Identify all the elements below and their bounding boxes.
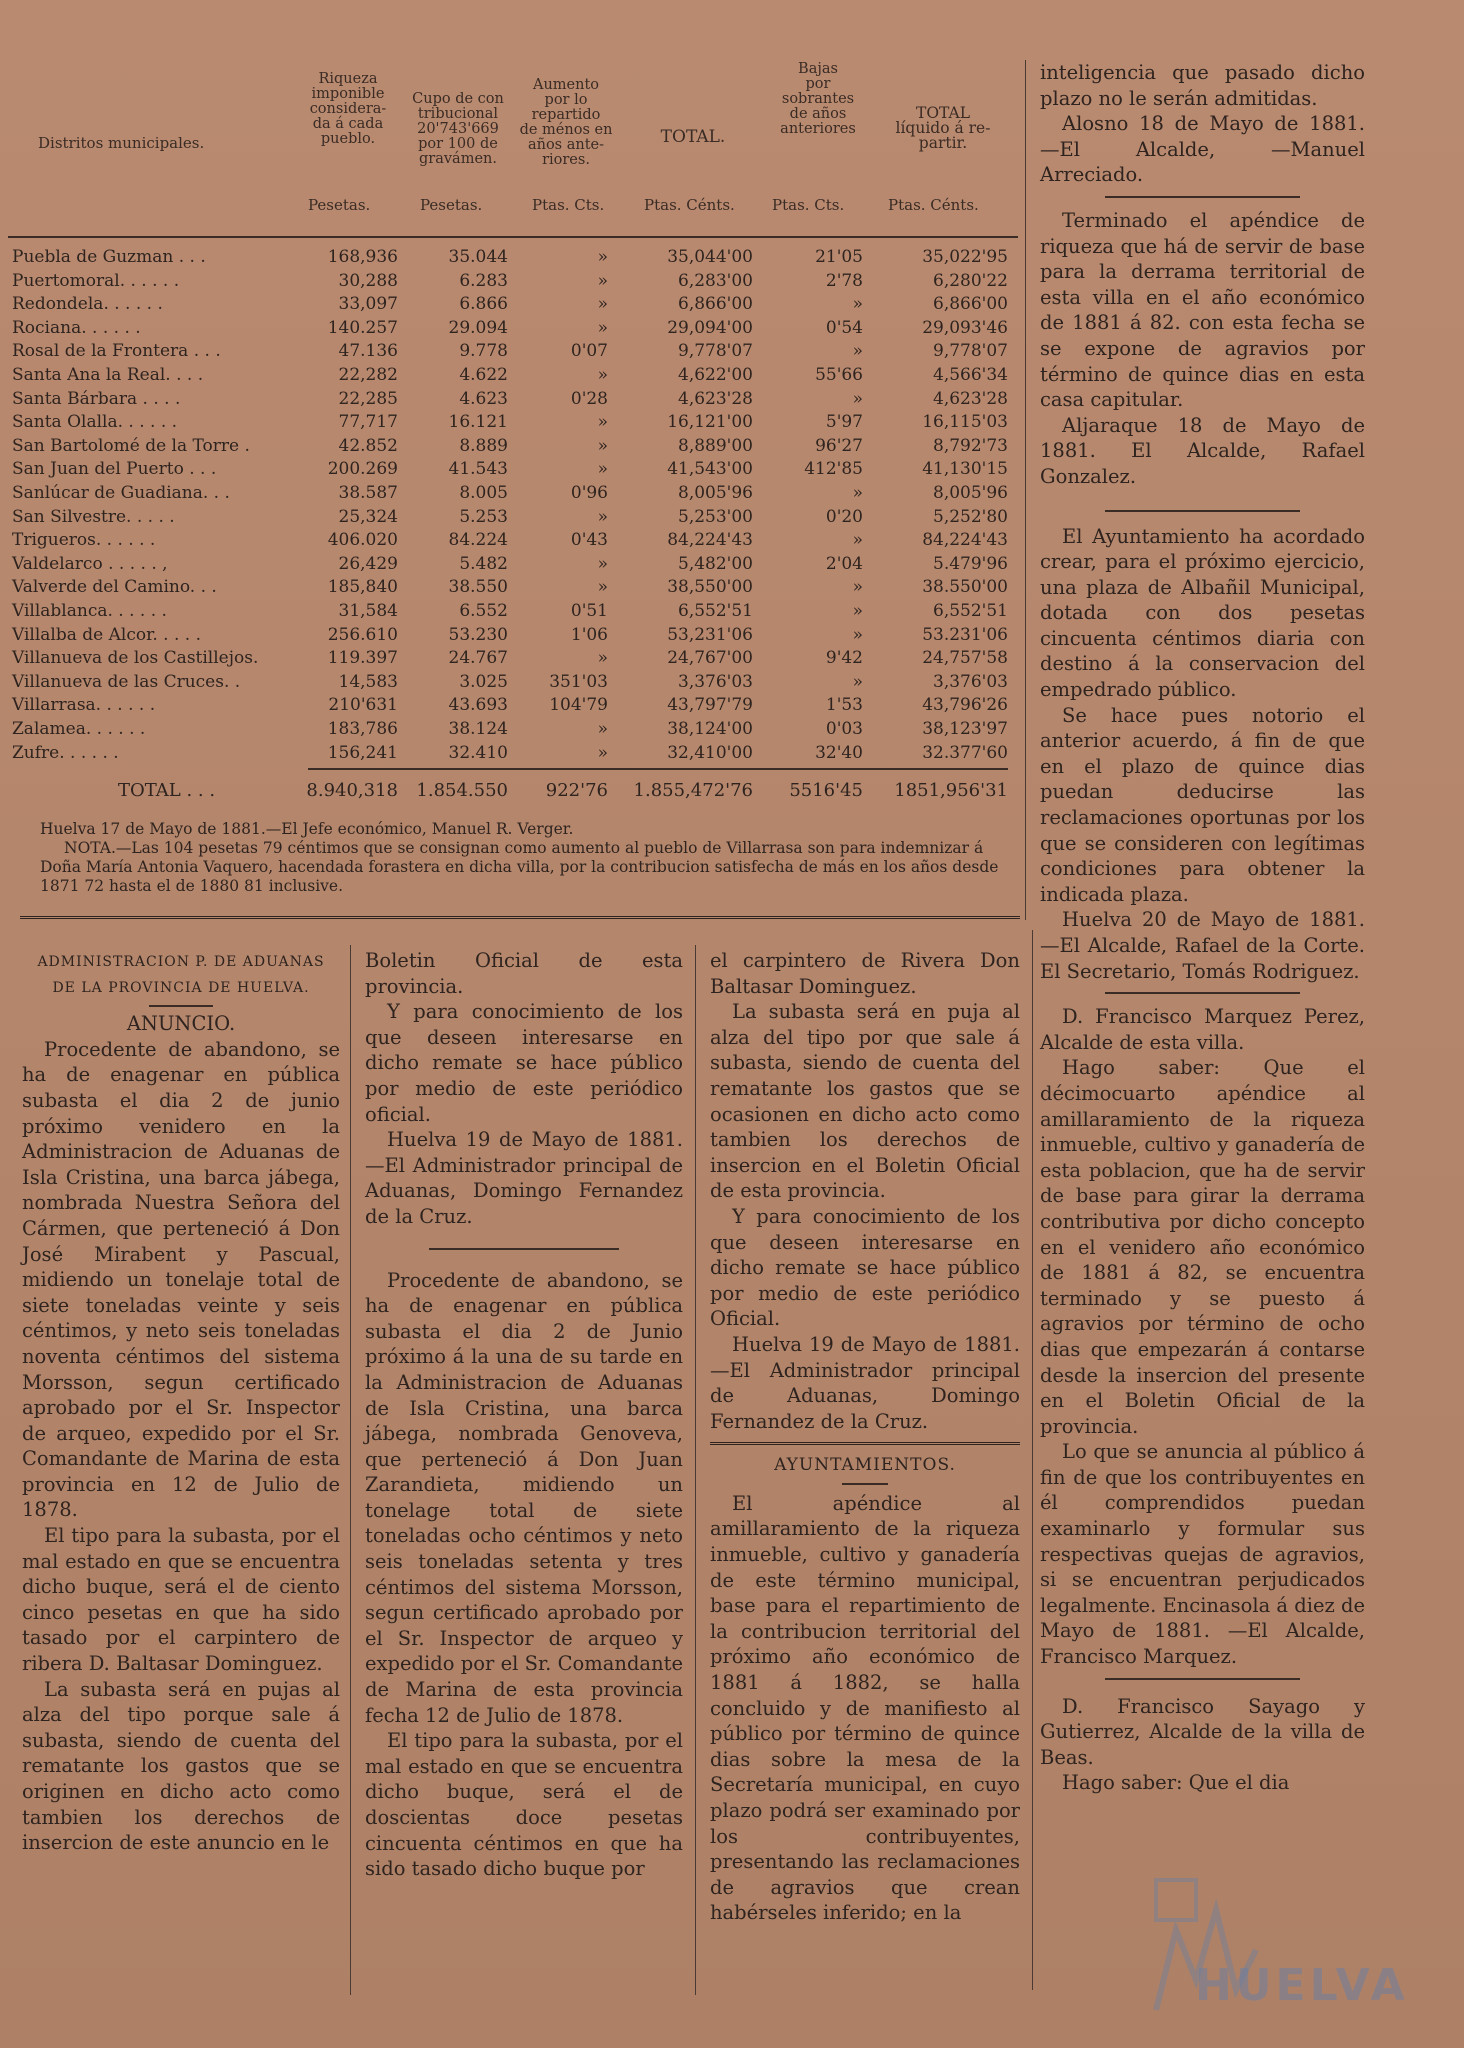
header-riqueza bbox=[298, 72, 398, 147]
table-cell: 6,283'00 bbox=[678, 270, 753, 291]
table-cell: 256.610 bbox=[327, 624, 398, 645]
table-row bbox=[8, 647, 1028, 669]
table-row bbox=[8, 270, 1028, 292]
unit-3: Ptas. Cts. bbox=[532, 196, 605, 214]
table-cell: 26,429 bbox=[338, 553, 398, 574]
table-cell: 32,410'00 bbox=[667, 742, 753, 763]
district-name: Villarrasa. . . . . . bbox=[12, 695, 156, 716]
text-block: Alosno 18 de Mayo de 1881. —El Alcalde, —Manuel Arreciado. bbox=[1040, 112, 1365, 187]
table-cell: 119.397 bbox=[327, 648, 398, 669]
table-cell: 6,552'51 bbox=[678, 601, 753, 621]
district-name: San Juan del Puerto . . . bbox=[12, 459, 217, 480]
library-seal-icon bbox=[1136, 1870, 1456, 2040]
table-row bbox=[8, 317, 1028, 339]
table-cell: 4.622 bbox=[459, 365, 508, 385]
table-cell: » bbox=[852, 671, 863, 692]
table-row bbox=[8, 529, 1028, 551]
text-block: Terminado el apéndice de riqueza que há de servir de base para la derrama territorial de esta villa en el año económico de 1881 á 82. con esta fecha se se expone de agravios por término de quince dias en esta casa capitular. bbox=[1040, 208, 1365, 412]
table-cell: 24.767 bbox=[448, 648, 508, 669]
table-cell: 183,786 bbox=[327, 719, 398, 739]
district-name: Redondela. . . . . . bbox=[12, 294, 163, 315]
table-cell: 38,123'97 bbox=[922, 719, 1008, 739]
table-cell: 5.482 bbox=[459, 553, 508, 574]
section-header: ADMINISTRACION P. DE ADUANAS bbox=[37, 954, 325, 970]
table-cell: 9,778'07 bbox=[933, 341, 1008, 362]
district-name: Trigueros. . . . . . bbox=[12, 530, 156, 551]
table-row bbox=[8, 411, 1028, 433]
table-cell: 168,936 bbox=[327, 247, 398, 267]
table-cell: 5.479'96 bbox=[933, 553, 1008, 574]
table-cell: 96'27 bbox=[815, 435, 863, 456]
table-cell: 8,005'96 bbox=[678, 483, 753, 503]
unit-5: Ptas. Cts. bbox=[772, 196, 845, 214]
separator bbox=[842, 1483, 889, 1485]
notice-title: ANUNCIO. bbox=[126, 1012, 236, 1036]
table-cell: 6,866'00 bbox=[933, 294, 1008, 315]
table-cell: 4,623'28 bbox=[933, 388, 1008, 409]
district-name: Zufre. . . . . . bbox=[12, 742, 119, 763]
table-cell: 5'97 bbox=[825, 412, 863, 433]
separator bbox=[1105, 510, 1300, 512]
table-cell: 104'79 bbox=[549, 695, 608, 716]
table-cell: 14,583 bbox=[338, 671, 398, 692]
separator bbox=[149, 1005, 213, 1007]
total-label: TOTAL . . . bbox=[118, 780, 216, 801]
table-footer bbox=[40, 820, 1010, 896]
table-cell: » bbox=[597, 294, 608, 315]
header-district: Distritos municipales. bbox=[38, 134, 205, 152]
district-name: Rosal de la Frontera . . . bbox=[12, 341, 221, 362]
table-cell: 38.550 bbox=[448, 577, 508, 598]
unit-2: Pesetas. bbox=[420, 196, 483, 214]
text-block: D. Francisco Sayago y Gutierrez, Alcalde de la villa de Beas. bbox=[1040, 1694, 1365, 1769]
text-block: inteligencia que pasado dicho plazo no le serán admitidas. bbox=[1040, 61, 1365, 110]
table-cell: 3.025 bbox=[459, 671, 508, 692]
header-line: anteriores bbox=[780, 121, 856, 137]
text-block: Hago saber: Que el décimocuarto apéndice al amillaramiento de la riqueza inmueble, cultivo y ganadería de esta poblacion, que ha de servir de base para girar la derrama contributiva por dicho concepto en el venidero año económico de 1881 á 82, se encuentra terminado y se puesto á agravios por término de ocho dias que empezarán á contarse desde la insercion del presente en el Boletin Oficial de la provincia. bbox=[1040, 1056, 1365, 1438]
table-cell: 0'51 bbox=[570, 601, 608, 621]
text-block: Boletin Oficial de esta provincia. bbox=[365, 949, 683, 998]
header-line: Cupo de con bbox=[412, 91, 504, 107]
header-line: años ante- bbox=[527, 137, 605, 153]
text-block: Y para conocimiento de los que deseen interesarse en dicho remate se hace público por medio de este periódico oficial. bbox=[365, 1000, 683, 1126]
table-cell: 2'04 bbox=[825, 553, 863, 574]
section-header: AYUNTAMIENTOS. bbox=[774, 1455, 956, 1476]
table-cell: 406.020 bbox=[327, 530, 398, 551]
table-cell: 6,280'22 bbox=[933, 270, 1008, 291]
table-cell: 21'05 bbox=[815, 247, 863, 267]
district-name: Santa Ana la Real. . . . bbox=[12, 365, 204, 385]
column-2 bbox=[365, 948, 683, 1882]
table-cell: 38.587 bbox=[338, 483, 398, 503]
table-cell: 210'631 bbox=[328, 695, 398, 716]
table-cell: 4.623 bbox=[459, 388, 508, 409]
text-block: Y para conocimiento de los que deseen interesarse en dicho remate se hace público por medio de este periódico Oficial. bbox=[710, 1204, 1020, 1331]
header-line: de ménos en bbox=[519, 122, 613, 138]
table-cell: 6,552'51 bbox=[933, 601, 1008, 621]
table-cell: 0'28 bbox=[570, 388, 608, 409]
header-line: da á cada bbox=[312, 116, 384, 132]
header-line: Aumento bbox=[532, 77, 600, 93]
table-cell: 8.005 bbox=[459, 483, 508, 503]
header-line: líquido á re- bbox=[895, 119, 991, 137]
column-rule bbox=[350, 945, 351, 1995]
table-cell: » bbox=[852, 341, 863, 362]
table-cell: 32.410 bbox=[448, 742, 508, 763]
table-cell: 5,482'00 bbox=[678, 553, 753, 574]
district-name: Rociana. . . . . . bbox=[12, 317, 141, 338]
district-name: Valverde del Camino. . . bbox=[12, 577, 217, 598]
table-cell: 4,566'34 bbox=[933, 365, 1008, 385]
table-cell: 6.866 bbox=[459, 294, 508, 315]
table-cell: » bbox=[597, 459, 608, 480]
district-name: Puebla de Guzman . . . bbox=[12, 247, 206, 267]
district-name: Santa Bárbara . . . . bbox=[12, 388, 181, 409]
table-cell: 77,717 bbox=[338, 412, 398, 433]
text-block: Se hace pues notorio el anterior acuerdo, á fin de que en el plazo de quince dias puedan deducirse las reclamaciones oportunas por los que se consideren con legítimas condiciones para obtener la indicada plaza. bbox=[1040, 703, 1365, 906]
table-cell: 32'40 bbox=[815, 742, 863, 763]
text-block: Aljaraque 18 de Mayo de 1881. El Alcalde, Rafael Gonzalez. bbox=[1040, 413, 1365, 488]
table-cell: 5,252'80 bbox=[933, 506, 1008, 527]
table-cell: 6.283 bbox=[459, 270, 508, 291]
text-block: La subasta será en pujas al alza del tipo porque sale á subasta, siendo de cuenta del rematante los gastos que se originen en dicho acto como tambien los derechos de insercion de este anuncio en le bbox=[22, 1677, 340, 1855]
table-cell: 140.257 bbox=[327, 317, 398, 338]
text-block: Huelva 19 de Mayo de 1881. —El Administrador principal de Aduanas, Domingo Fernandez de la Cruz. bbox=[365, 1128, 683, 1228]
table-cell: 41,130'15 bbox=[922, 459, 1008, 480]
table-cell: 351'03 bbox=[549, 671, 608, 692]
text-block: Lo que se anuncia al público á fin de que los contribuyentes en él comprendidos puedan examinarlo y formular sus respectivas quejas de agravios, si se encuentran perjudicados legalmente. Encinasola á diez de Mayo de 1881. —El Alcalde, Francisco Marquez. bbox=[1040, 1440, 1366, 1669]
text-block: Huelva 19 de Mayo de 1881. —El Administrador principal de Aduanas, Domingo Fernandez de la Cruz. bbox=[710, 1332, 1020, 1433]
total-row bbox=[8, 778, 1028, 804]
table-cell: » bbox=[597, 719, 608, 739]
table-row bbox=[8, 506, 1028, 528]
header-line: de años bbox=[789, 106, 847, 122]
table-cell: 0'03 bbox=[825, 719, 863, 739]
table-cell: 53,231'06 bbox=[667, 624, 753, 645]
table-cell: 1'06 bbox=[570, 624, 608, 645]
text-block: Huelva 20 de Mayo de 1881. —El Alcalde, Rafael de la Corte. El Secretario, Tomás Rodriguez. bbox=[1040, 908, 1365, 983]
table-cell: » bbox=[852, 577, 863, 598]
text-block: el carpintero de Rivera Don Baltasar Dominguez. bbox=[710, 949, 1020, 998]
table-cell: 2'78 bbox=[825, 270, 863, 291]
table-cell: 16.121 bbox=[448, 412, 508, 433]
table-cell: » bbox=[597, 412, 608, 433]
table-cell: 185,840 bbox=[327, 577, 398, 598]
separator bbox=[710, 1442, 1020, 1445]
header-line: sobrantes bbox=[781, 91, 855, 107]
text-block: D. Francisco Marquez Perez, Alcalde de esta villa. bbox=[1040, 1005, 1365, 1054]
table-cell: 4,623'28 bbox=[678, 388, 753, 409]
table-row bbox=[8, 694, 1028, 716]
table-cell: 29.094 bbox=[448, 317, 508, 338]
table-cell: 16,121'00 bbox=[667, 412, 753, 433]
district-name: Villanueva de los Castillejos. bbox=[12, 648, 259, 669]
total-rule bbox=[308, 768, 1008, 770]
header-line: considera- bbox=[309, 101, 387, 117]
header-line: riores. bbox=[542, 152, 590, 168]
table-cell: 84.224 bbox=[448, 530, 508, 551]
table-cell: 31,584 bbox=[338, 601, 398, 621]
table-cell: 5.253 bbox=[459, 506, 508, 527]
table-cell: 0'20 bbox=[825, 506, 863, 527]
text-block: El tipo para la subasta, por el mal estado en que se encuentra dicho buque, será el de doscientas doce pesetas cincuenta céntimos en que ha sido tasado dicho buque por bbox=[365, 1729, 683, 1881]
header-line: por bbox=[805, 76, 831, 92]
table-row bbox=[8, 435, 1028, 457]
table-cell: 35,022'95 bbox=[922, 247, 1008, 267]
table-cell: 29,093'46 bbox=[922, 317, 1008, 338]
table-cell: 9'42 bbox=[825, 648, 863, 669]
header-cupo bbox=[408, 92, 508, 167]
total-cupo: 1.854.550 bbox=[416, 780, 508, 801]
text-block: El tipo para la subasta, por el mal estado en que se encuentra dicho buque, será el de ciento cinco pesetas en que ha sido tasado por el carpintero de ribera D. Baltasar Dominguez. bbox=[22, 1524, 340, 1676]
table-row bbox=[8, 624, 1028, 646]
table-row bbox=[8, 576, 1028, 598]
table-cell: 3,376'03 bbox=[933, 671, 1008, 692]
table-row bbox=[8, 364, 1028, 386]
table-cell: 43,796'26 bbox=[922, 695, 1008, 716]
table-row bbox=[8, 458, 1028, 480]
header-line: TOTAL bbox=[915, 104, 971, 122]
unit-4: Ptas. Cénts. bbox=[644, 196, 735, 214]
right-column bbox=[1040, 60, 1365, 1796]
district-name: Santa Olalla. . . . . . bbox=[12, 412, 178, 433]
table-cell: 41.543 bbox=[448, 459, 508, 480]
column-rule bbox=[1032, 930, 1033, 1990]
table-cell: 8,792'73 bbox=[933, 435, 1008, 456]
table-cell: » bbox=[852, 601, 863, 621]
table-cell: » bbox=[852, 624, 863, 645]
header-line: repartido bbox=[531, 107, 601, 123]
table-row bbox=[8, 293, 1028, 315]
separator bbox=[1105, 992, 1300, 994]
table-cell: 4,622'00 bbox=[678, 365, 753, 385]
table-cell: » bbox=[597, 365, 608, 385]
table-cell: 22,285 bbox=[338, 388, 398, 409]
section-divider bbox=[20, 916, 1020, 919]
district-name: San Bartolomé de la Torre . bbox=[12, 435, 250, 456]
table-cell: 53.230 bbox=[448, 624, 508, 645]
table-row bbox=[8, 340, 1028, 362]
table-cell: 38.550'00 bbox=[922, 577, 1008, 598]
table-cell: 0'54 bbox=[825, 317, 863, 338]
table-cell: 41,543'00 bbox=[667, 459, 753, 480]
text-block: Procedente de abandono, se ha de enagenar en pública subasta el dia 2 de Junio próximo á la una de su tarde en la Administracion de Aduanas de Isla Cristina, una barca jábega, nombrada Genoveva, que perteneció á Don Juan Zarandieta, midiendo un tonelage total de siete toneladas ocho céntimos y neto seis toneladas setenta y tres céntimos del sistema Morsson, segun certificado aprobado por el Sr. Inspector de arqueo y expedido por el Sr. Comandante de Marina de esta provincia fecha 12 de Julio de 1878. bbox=[365, 1268, 683, 1727]
table-cell: 200.269 bbox=[327, 459, 398, 480]
table-cell: 0'43 bbox=[570, 530, 608, 551]
table-cell: 0'07 bbox=[570, 341, 608, 362]
table-cell: » bbox=[597, 247, 608, 267]
header-aumento bbox=[516, 78, 616, 168]
table-cell: 84,224'43 bbox=[922, 530, 1008, 551]
table-cell: 9,778'07 bbox=[678, 341, 753, 362]
table-cell: 9.778 bbox=[459, 341, 508, 362]
table-cell: 38,550'00 bbox=[667, 577, 753, 598]
table-cell: 5,253'00 bbox=[678, 506, 753, 527]
table-cell: 38.124 bbox=[448, 719, 508, 739]
table-cell: 25,324 bbox=[338, 506, 398, 527]
total-bajas: 5516'45 bbox=[789, 780, 863, 801]
unit-6: Ptas. Cénts. bbox=[888, 196, 979, 214]
district-name: San Silvestre. . . . . bbox=[12, 506, 175, 527]
table-cell: 43.693 bbox=[448, 695, 508, 716]
table-cell: » bbox=[597, 648, 608, 669]
table-row bbox=[8, 742, 1028, 764]
table-cell: 84,224'43 bbox=[667, 530, 753, 551]
header-line: Bajas bbox=[798, 61, 838, 77]
table-cell: 6,866'00 bbox=[678, 294, 753, 315]
header-line: gravámen. bbox=[419, 151, 497, 167]
table-cell: » bbox=[597, 577, 608, 598]
table-row bbox=[8, 600, 1028, 622]
table-cell: » bbox=[852, 483, 863, 503]
logo-text: HUELVA bbox=[1195, 1960, 1409, 2011]
header-line: partir. bbox=[918, 134, 968, 152]
district-name: Valdelarco . . . . . , bbox=[12, 553, 168, 574]
table-cell: » bbox=[852, 388, 863, 409]
table-cell: 35.044 bbox=[448, 247, 508, 267]
table-cell: 47.136 bbox=[338, 341, 398, 362]
table-cell: » bbox=[597, 742, 608, 763]
header-rule bbox=[8, 236, 1018, 238]
table-cell: 22,282 bbox=[338, 365, 398, 385]
header-line: Riqueza bbox=[318, 71, 378, 87]
total-aumento: 922'76 bbox=[545, 780, 608, 801]
district-name: Villablanca. . . . . . bbox=[12, 601, 167, 621]
header-line: por lo bbox=[544, 92, 588, 108]
column-1 bbox=[22, 950, 340, 1856]
total-liquido: 1851,956'31 bbox=[894, 780, 1008, 801]
unit-1: Pesetas. bbox=[308, 196, 371, 214]
table-cell: 6.552 bbox=[459, 601, 508, 621]
table-row bbox=[8, 553, 1028, 575]
table-cell: 33,097 bbox=[338, 294, 398, 315]
section-subheader: DE LA PROVINCIA DE HUELVA. bbox=[52, 979, 310, 996]
table-cell: 29,094'00 bbox=[667, 317, 753, 338]
text-block: El Ayuntamiento ha acordado crear, para el próximo ejercicio, una plaza de Albañil Municipal, dotada con dos pesetas cincuenta céntimos diaria con destino á la conservacion del empedrado público. bbox=[1040, 524, 1365, 702]
table-cell: » bbox=[597, 553, 608, 574]
separator bbox=[1105, 196, 1300, 198]
header-bajas bbox=[768, 62, 868, 137]
table-cell: 55'66 bbox=[815, 365, 863, 385]
separator bbox=[1105, 1678, 1300, 1680]
header-line: imponible bbox=[311, 86, 385, 102]
header-line: tribucional bbox=[417, 106, 499, 122]
column-rule bbox=[1025, 60, 1026, 920]
table-cell: » bbox=[852, 294, 863, 315]
table-cell: 8.889 bbox=[459, 435, 508, 456]
table-cell: 0'96 bbox=[570, 483, 608, 503]
table-cell: 53.231'06 bbox=[922, 624, 1008, 645]
table-row bbox=[8, 671, 1028, 693]
table-cell: 43,797'79 bbox=[667, 695, 753, 716]
table-cell: 32.377'60 bbox=[922, 742, 1008, 763]
district-name: Zalamea. . . . . . bbox=[12, 719, 146, 739]
table-row bbox=[8, 718, 1028, 740]
table-cell: 35,044'00 bbox=[667, 247, 753, 267]
table-cell: 1'53 bbox=[825, 695, 863, 716]
table-cell: » bbox=[852, 530, 863, 551]
table-cell: 8,889'00 bbox=[678, 435, 753, 456]
total-total: 1.855,472'76 bbox=[633, 780, 753, 801]
text-block: El apéndice al amillaramiento de la riqueza inmueble, cultivo y ganadería de este término municipal, base para el repartimiento de la contribucion territorial del próximo año económico de 1881 á 1882, se halla concluido y de manifiesto al público por término de quince dias sobre la mesa de la Secretaría municipal, en cuyo plazo podrá ser examinado por los contribuyentes, presentando las reclamaciones de agravios que crean habérseles inferido; en la bbox=[710, 1491, 1020, 1925]
table-cell: » bbox=[597, 270, 608, 291]
table-cell: 24,767'00 bbox=[667, 648, 753, 669]
table-row bbox=[8, 388, 1028, 410]
column-3 bbox=[710, 948, 1020, 1926]
text-block: Hago saber: Que el dia bbox=[1062, 1771, 1290, 1795]
table-row bbox=[8, 482, 1028, 504]
table-cell: 38,124'00 bbox=[667, 719, 753, 739]
header-line: TOTAL. bbox=[660, 127, 726, 147]
table-cell: 412'85 bbox=[804, 459, 863, 480]
table-cell: » bbox=[597, 317, 608, 338]
header-line: 20'743'669 bbox=[417, 121, 499, 137]
contribution-table bbox=[8, 50, 1028, 920]
header-line: pueblo. bbox=[320, 131, 376, 147]
table-cell: 24,757'58 bbox=[922, 648, 1008, 669]
district-name: Villalba de Alcor. . . . . bbox=[12, 624, 201, 645]
table-cell: 8,005'96 bbox=[933, 483, 1008, 503]
table-signature: Huelva 17 de Mayo de 1881.—El Jefe económico, Manuel R. Verger. bbox=[40, 820, 574, 838]
table-cell: 42.852 bbox=[338, 435, 398, 456]
table-cell: 16,115'03 bbox=[922, 412, 1008, 433]
table-cell: 30,288 bbox=[338, 270, 398, 291]
table-row bbox=[8, 246, 1028, 268]
column-rule bbox=[695, 945, 696, 1995]
district-name: Villanueva de las Cruces. . bbox=[12, 671, 241, 692]
table-cell: 3,376'03 bbox=[678, 671, 753, 692]
table-cell: » bbox=[597, 435, 608, 456]
header-liquido bbox=[878, 106, 1008, 151]
district-name: Sanlúcar de Guadiana. . . bbox=[12, 483, 230, 503]
separator bbox=[429, 1248, 620, 1250]
header-total bbox=[638, 127, 748, 147]
header-line: por 100 de bbox=[418, 136, 498, 152]
text-block: La subasta será en puja al alza del tipo por que sale á subasta, siendo de cuenta del rematante los gastos que se ocasionen en dicho acto como tambien los derechos de insercion en el Boletin Oficial de esta provincia. bbox=[710, 1000, 1020, 1203]
district-name: Puertomoral. . . . . . bbox=[12, 270, 180, 291]
text-block: Procedente de abandono, se ha de enagenar en pública subasta el dia 2 de junio próximo venidero en la Administracion de Aduanas de Isla Cristina, una barca jábega, nombrada Nuestra Señora del Cármen, que perteneció á Don José Mirabent y Pascual, midiendo un tonelaje total de siete toneladas veinte y seis céntimos, y neto seis toneladas noventa céntimos del sistema Morsson, segun certificado aprobado por el Sr. Inspector de arqueo, expedido por el Sr. Comandante de Marina de esta provincia en 12 de Julio de 1878. bbox=[22, 1037, 340, 1522]
total-riqueza: 8.940,318 bbox=[306, 780, 398, 801]
table-cell: » bbox=[597, 506, 608, 527]
table-cell: 156,241 bbox=[327, 742, 398, 763]
table-note: NOTA.—Las 104 pesetas 79 céntimos que se consignan como aumento al pueblo de Villarrasa son para indemnizar á Doña María Antonia Vaquero, hacendada forastera en dicha villa, por la contribucion satisfecha de más en los años desde 1871 72 hasta el de 1880 81 inclusive. bbox=[40, 839, 999, 895]
